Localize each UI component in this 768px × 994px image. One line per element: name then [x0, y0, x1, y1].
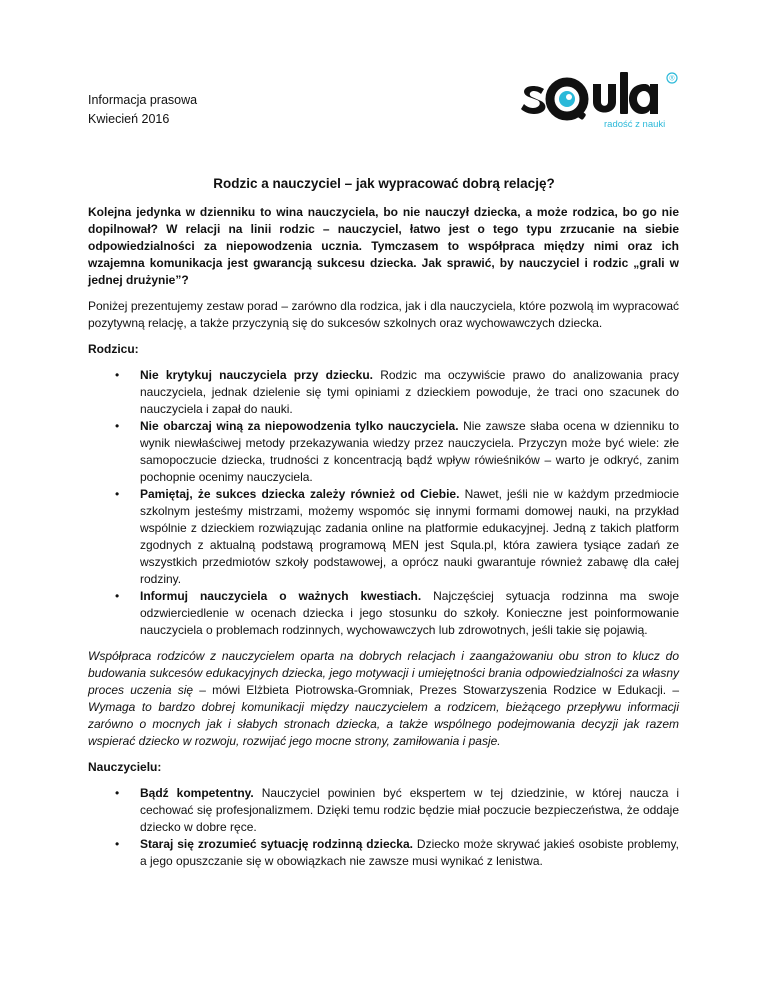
bullet-icon: • [115, 589, 120, 603]
bullet-icon: • [115, 487, 120, 501]
logo-letter-l [620, 72, 628, 114]
tip-text: Najczęściej sytuacja rodzinna ma swoje odzwierciedlenie w ocenach dziecka i jego stosunku do szkoły. Konieczne jest poinformowanie nauczyciela o problemach rodzinnych, wychowawczych lub zdrowotnych, jeśli takie się pojawią. [140, 589, 679, 637]
registered-mark: ® [669, 75, 675, 83]
tip-heading: Nie krytykuj nauczyciela przy dziecku. [140, 368, 373, 382]
bullet-icon: • [115, 837, 120, 851]
intro-paragraph: Poniżej prezentujemy zestaw porad – zarówno dla rodzica, jak i dla nauczyciela, które pozwolą im wypracować pozytywną relację, a także przyczynią się do sukcesów szkolnych oraz wychowawczych dziecka. [88, 299, 679, 330]
tip-text: Nie zawsze słaba ocena w dzienniku to wynik niewłaściwej metody przekazywania wiedzy przez nauczyciela. Przyczyn może być wiele: złe samopoczucie dziecka, trudności z koncentracją bądź wpływ rówieśników – warto je odkryć, zanim pochopnie ocenimy nauczyciela. [140, 419, 679, 484]
bullet-icon: • [115, 419, 120, 433]
list-item [88, 785, 679, 836]
logo-tagline: radość z nauki [604, 119, 666, 130]
list-item [88, 486, 679, 588]
expert-quote [88, 648, 679, 750]
tip-heading: Bądź kompetentny. [140, 786, 254, 800]
tip-text: Nauczyciel powinien być ekspertem w tej dziedzinie, w której naucza i cechować się profesjonalizmem. Dzięki temu rodzic będzie miał poczucie bezpieczeństwa, że oddaje dziecko w dobre ręce. [140, 786, 680, 834]
lead-paragraph: Kolejna jedynka w dzienniku to wina nauczyciela, bo nie nauczył dziecka, a może rodzica, bo go nie dopilnował? W relacji na linii rodzic – nauczyciel, łatwo jest o tego typu zrzucanie na siebie odpowiedzialności za niepowodzenia ucznia. Tymczasem to współpraca między nimi oraz ich wzajemna komunikacja jest gwarancją sukcesu dziecka. Jak sprawić, by nauczyciel i rodzic „grali w jednej drużynie”? [88, 205, 679, 287]
list-item [88, 588, 679, 639]
tip-heading: Staraj się zrozumieć sytuację rodzinną dziecka. [140, 837, 413, 851]
release-date: Kwiecień 2016 [88, 112, 170, 126]
logo-letter-u [593, 84, 616, 113]
squla-logo [519, 68, 679, 130]
bullet-icon: • [115, 786, 120, 800]
list-item [88, 418, 679, 486]
tip-text: Nawet, jeśli nie w każdym przedmiocie szkolnym jesteśmy mistrzami, możemy wspomóc się innymi formami domowej nauki, na przykład wspólnie z dzieckiem rozwiązując zadania online na platformie edukacyjnej. Jedną z takich platform zgodnych z aktualną podstawą programową MEN jest Squla.pl, która zawiera tysiące zadań ze wszystkich przedmiotów szkoły podstawowej, a oprócz nauki gwarantuje również zabawę dla całej rodziny. [140, 487, 680, 586]
tip-heading: Pamiętaj, że sukces dziecka zależy również od Ciebie. [140, 487, 460, 501]
tip-heading: Nie obarczaj winą za niepowodzenia tylko nauczyciela. [140, 419, 459, 433]
tip-heading: Informuj nauczyciela o ważnych kwestiach. [140, 589, 422, 603]
tip-text: Rodzic ma oczywiście prawo do analizowania pracy nauczyciela, jednak dzielenie się tymi opiniami z dzieckiem powoduje, że traci ono szacunek do nauczyciela i zapał do nauki. [140, 368, 679, 416]
article-body [88, 204, 679, 879]
teacher-section-heading: Nauczycielu: [88, 760, 162, 774]
quote-part-2: Wymaga to bardzo dobrej komunikacji między nauczycielem a rodzicem, bieżącego przepływu informacji zarówno o mocnych jak i słabych stronach dziecka, a także wspólnego podejmowania decyzji jak razem wspierać dziecko w rozwoju, rozwijać jego mocne strony, zamiłowania i pasje. [88, 700, 679, 748]
page-title: Rodzic a nauczyciel – jak wypracować dobrą relację? [213, 176, 555, 191]
bullet-icon: • [115, 368, 120, 382]
parent-tips-list [88, 367, 679, 639]
parent-section-heading: Rodzicu: [88, 342, 139, 356]
quote-part-1: Współpraca rodziców z nauczycielem oparta na dobrych relacjach i zaangażowaniu obu stron to klucz do budowania sukcesów edukacyjnych dziecka, jego motywacji i umiejętności brania odpowiedzialności za własny proces uczenia się [88, 649, 679, 697]
logo-letter-a [629, 84, 658, 114]
quote-attribution: – mówi Elżbieta Piotrowska-Gromniak, Prezes Stowarzyszenia Rodzice w Edukacji. – [193, 683, 679, 697]
list-item [88, 836, 679, 870]
list-item [88, 367, 679, 418]
press-release-label: Informacja prasowa [88, 93, 198, 107]
tip-text: Dziecko może skrywać jakieś osobiste problemy, a jego opuszczanie się w obowiązkach nie zawsze musi wynikać z lenistwa. [140, 837, 679, 868]
teacher-tips-list [88, 785, 679, 870]
logo-letter-s [521, 86, 545, 114]
press-header [88, 91, 197, 129]
